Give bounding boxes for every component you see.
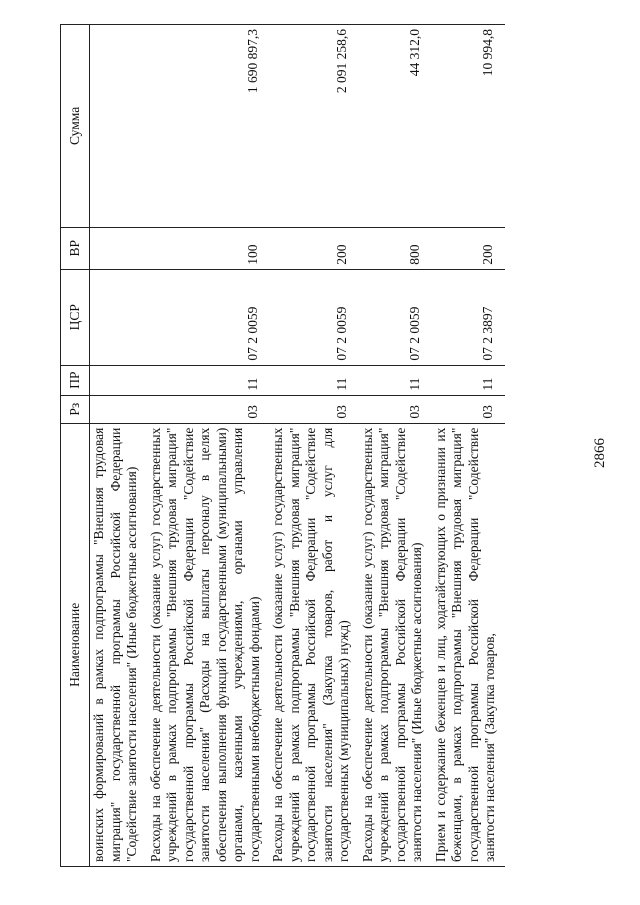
header-csr: ЦСР (61, 269, 90, 365)
row-pr: 11 (359, 365, 432, 395)
row-name: Расходы на обеспечение деятельности (оказание услуг) государственных учреждений в рамках подпрограммы "Внешняя трудовая миграция" государственной программы Российской Федерации "Содействие занятости населения" (Расходы на выплаты персоналу в целях обеспечения выполнения функций государственными (муниципальными) органами, казенными учреждениями, органами управления государственными внебюджетными фондами) (147, 423, 270, 866)
row-sum (90, 25, 147, 228)
row-rz: 03 (147, 395, 270, 423)
row-name: Расходы на обеспечение деятельности (оказание услуг) государственных учреждений в рамках подпрограммы "Внешняя трудовая миграция" государственной программы Российской Федерации "Содействие занятости населения" (Закупка товаров, работ и услуг для государственных (муниципальных) нужд) (269, 423, 359, 866)
table-row (90, 25, 147, 867)
header-pr: ПР (61, 365, 90, 395)
row-sum: 44 312,0 (359, 25, 432, 228)
row-vr: 100 (147, 227, 270, 269)
row-csr: 07 2 3897 (432, 269, 505, 365)
row-name: воинских формирований в рамках подпрограммы "Внешняя трудовая миграция" государственной программы Российской Федерации "Содействие занятости населения" (Иные бюджетные ассигнования) (90, 423, 147, 866)
row-csr: 07 2 0059 (269, 269, 359, 365)
row-pr: 11 (147, 365, 270, 395)
table-header-row (61, 25, 90, 867)
row-pr: 11 (432, 365, 505, 395)
row-csr (90, 269, 147, 365)
row-pr (90, 365, 147, 395)
row-sum: 2 091 258,6 (269, 25, 359, 228)
table-row (432, 25, 505, 867)
row-vr: 200 (432, 227, 505, 269)
row-rz (90, 395, 147, 423)
row-vr (90, 227, 147, 269)
budget-table (60, 24, 505, 867)
row-rz: 03 (359, 395, 432, 423)
row-rz: 03 (432, 395, 505, 423)
row-rz: 03 (269, 395, 359, 423)
row-name: Прием и содержание беженцев и лиц, ходатайствующих о признании их беженцами, в рамках подпрограммы "Внешняя трудовая миграция" государственной программы Российской Федерации "Содействие занятости населения" (Закупка товаров, (432, 423, 505, 866)
table-row (359, 25, 432, 867)
header-vr: ВР (61, 227, 90, 269)
row-vr: 800 (359, 227, 432, 269)
header-rz: Рз (61, 395, 90, 423)
row-name: Расходы на обеспечение деятельности (оказание услуг) государственных учреждений в рамках подпрограммы "Внешняя трудовая миграция" государственной программы Российской Федерации "Содействие занятости населения" (Иные бюджетные ассигнования) (359, 423, 432, 866)
header-name: Наименование (61, 423, 90, 866)
row-sum: 10 994,8 (432, 25, 505, 228)
header-sum: Сумма (61, 25, 90, 228)
table-row (147, 25, 270, 867)
row-pr: 11 (269, 365, 359, 395)
row-vr: 200 (269, 227, 359, 269)
row-sum: 1 690 897,3 (147, 25, 270, 228)
table-row (269, 25, 359, 867)
row-csr: 07 2 0059 (147, 269, 270, 365)
page-number: 2866 (592, 438, 608, 468)
row-csr: 07 2 0059 (359, 269, 432, 365)
